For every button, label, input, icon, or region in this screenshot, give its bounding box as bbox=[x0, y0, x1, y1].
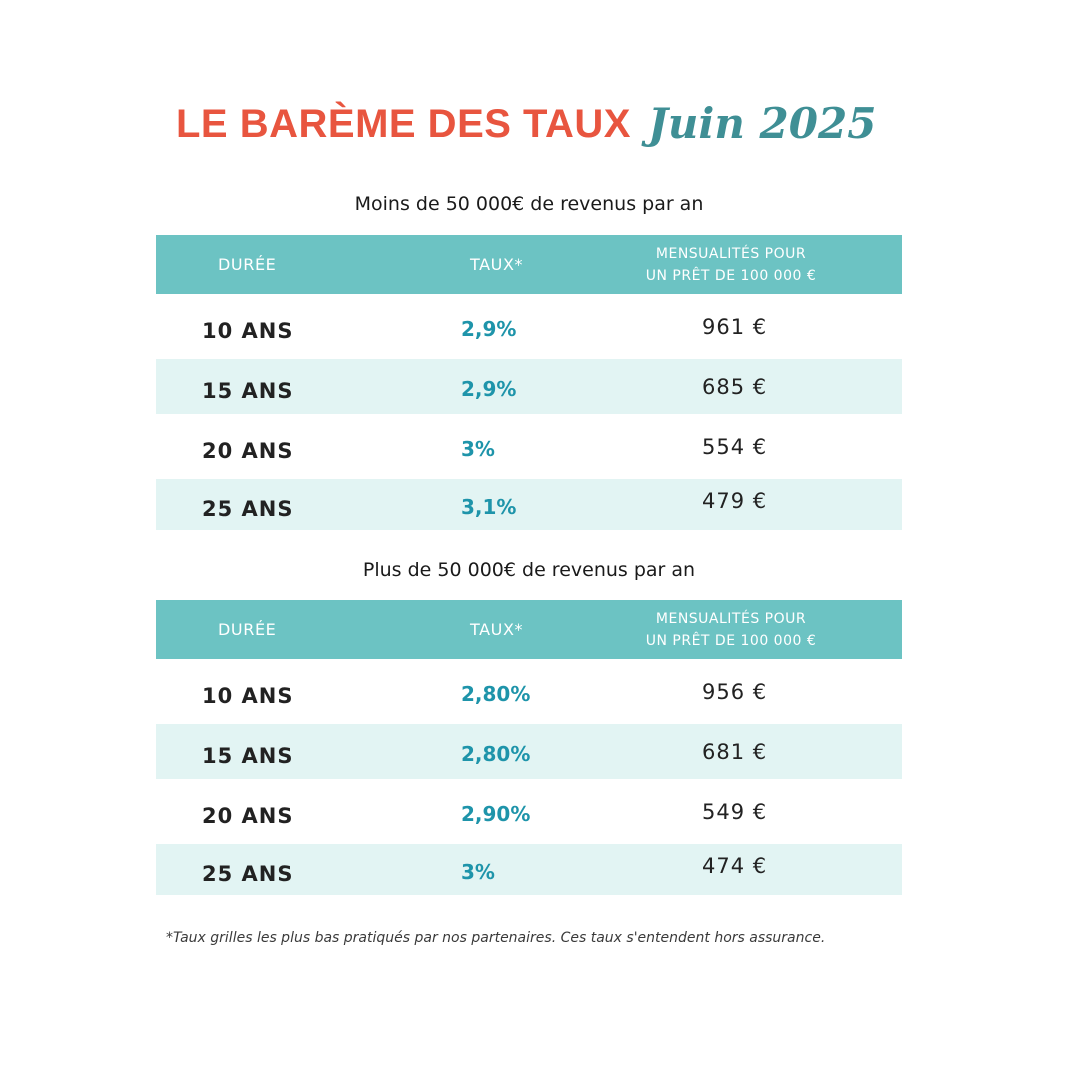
table-row bbox=[156, 724, 902, 779]
column-header-payment-line2: UN PRÊT DE 100 000 € bbox=[645, 632, 817, 649]
table-row bbox=[156, 414, 902, 479]
column-header-payment bbox=[616, 600, 846, 659]
column-header-duration: DURÉE bbox=[218, 255, 277, 274]
table-row bbox=[156, 359, 902, 414]
table-row bbox=[156, 844, 902, 895]
cell-rate: 2,80% bbox=[461, 741, 531, 766]
column-header-rate: TAUX* bbox=[470, 255, 524, 274]
column-header-payment-line1: MENSUALITÉS POUR bbox=[655, 610, 807, 627]
cell-payment: 956 € bbox=[702, 679, 768, 704]
cell-payment: 961 € bbox=[702, 314, 768, 339]
rates-table-high-income bbox=[156, 600, 902, 895]
cell-payment: 681 € bbox=[702, 739, 768, 764]
cell-duration: 20 ANS bbox=[202, 803, 294, 828]
cell-rate: 2,80% bbox=[461, 681, 531, 706]
cell-duration: 10 ANS bbox=[202, 683, 294, 708]
table-header bbox=[156, 235, 902, 294]
cell-rate: 3% bbox=[461, 859, 495, 884]
page-title: LE BARÈME DES TAUX bbox=[176, 102, 631, 146]
page-date: Juin 2025 bbox=[648, 99, 877, 148]
column-header-rate: TAUX* bbox=[470, 620, 524, 639]
cell-payment: 554 € bbox=[702, 434, 768, 459]
section-label-high-income: Plus de 50 000€ de revenus par an bbox=[362, 559, 696, 581]
cell-duration: 15 ANS bbox=[202, 743, 294, 768]
cell-rate: 2,90% bbox=[461, 801, 531, 826]
cell-rate: 3% bbox=[461, 436, 495, 461]
table-row bbox=[156, 294, 902, 359]
cell-duration: 25 ANS bbox=[202, 861, 294, 886]
table-row bbox=[156, 779, 902, 844]
section-label-low-income: Moins de 50 000€ de revenus par an bbox=[354, 193, 704, 215]
table-row bbox=[156, 659, 902, 724]
rates-table-low-income bbox=[156, 235, 902, 530]
column-header-payment bbox=[616, 235, 846, 294]
cell-payment: 549 € bbox=[702, 799, 768, 824]
cell-rate: 2,9% bbox=[461, 316, 517, 341]
cell-duration: 25 ANS bbox=[202, 496, 294, 521]
cell-payment: 685 € bbox=[702, 374, 768, 399]
column-header-payment-line2: UN PRÊT DE 100 000 € bbox=[645, 267, 817, 284]
cell-duration: 15 ANS bbox=[202, 378, 294, 403]
table-row bbox=[156, 479, 902, 530]
cell-duration: 10 ANS bbox=[202, 318, 294, 343]
column-header-payment-line1: MENSUALITÉS POUR bbox=[655, 245, 807, 262]
cell-rate: 2,9% bbox=[461, 376, 517, 401]
cell-payment: 479 € bbox=[702, 489, 768, 513]
footnote: *Taux grilles les plus bas pratiqués par nos partenaires. Ces taux s'entendent hors assurance. bbox=[166, 930, 826, 946]
column-header-duration: DURÉE bbox=[218, 620, 277, 639]
cell-duration: 20 ANS bbox=[202, 438, 294, 463]
cell-rate: 3,1% bbox=[461, 494, 517, 519]
cell-payment: 474 € bbox=[702, 854, 768, 878]
table-header bbox=[156, 600, 902, 659]
